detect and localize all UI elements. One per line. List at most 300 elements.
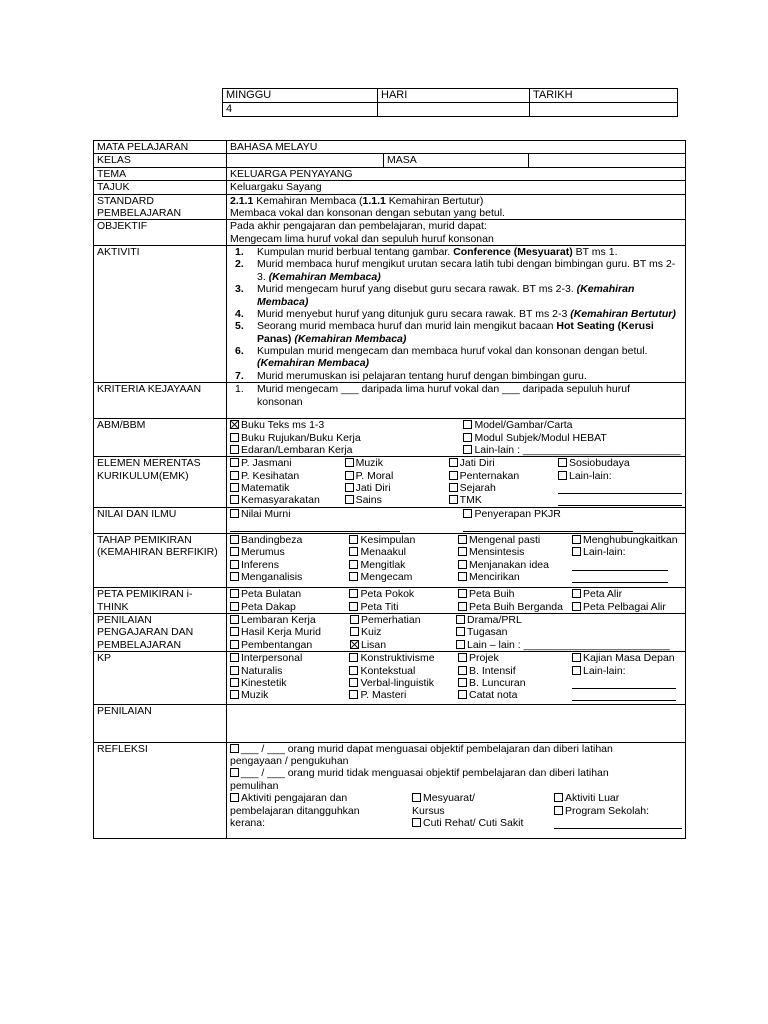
option-item[interactable] xyxy=(458,571,568,583)
option-item[interactable] xyxy=(456,639,682,651)
blank-line[interactable] xyxy=(572,689,682,701)
option-label: Konstruktivisme xyxy=(360,652,435,665)
option-item[interactable] xyxy=(230,677,345,689)
list-item xyxy=(235,370,682,382)
refleksi-text: pemulihan xyxy=(230,779,279,792)
option-item[interactable] xyxy=(449,470,554,482)
option-label: Interpersonal xyxy=(241,652,303,665)
item-skill: (Kemahiran Membaca) xyxy=(257,283,635,308)
option-item[interactable] xyxy=(458,534,568,546)
option-item[interactable] xyxy=(230,665,345,677)
item-skill: (Kemahiran Bertutur) xyxy=(570,307,676,320)
option-item[interactable] xyxy=(230,614,346,626)
option-label: Pemerhatian xyxy=(361,614,421,626)
checkbox-icon[interactable] xyxy=(230,509,239,518)
checkbox-icon[interactable] xyxy=(349,560,358,569)
option-item[interactable] xyxy=(350,639,452,651)
option-item[interactable] xyxy=(458,677,568,689)
standard-text-2: Kemahiran Bertutur) xyxy=(385,194,484,207)
penilaian-value[interactable] xyxy=(227,704,686,742)
checkbox-icon[interactable] xyxy=(349,535,358,544)
checkbox-icon[interactable] xyxy=(572,653,581,662)
option-item[interactable] xyxy=(349,559,454,571)
standard-line-2: Membaca vokal dan konsonan dengan sebutan yang betul. xyxy=(230,206,505,219)
option-label: Kuiz xyxy=(361,626,382,639)
checkbox-icon[interactable] xyxy=(230,768,239,777)
option-item[interactable] xyxy=(558,457,682,469)
option-item[interactable] xyxy=(230,559,345,571)
checkbox-icon[interactable] xyxy=(349,653,358,662)
option-label: Lain-lain: xyxy=(569,469,612,482)
item-text: Murid membaca huruf mengikut urutan secara latih tubi dengan bimbingan guru. BT ms 2-3. xyxy=(257,258,676,283)
checkbox-icon[interactable] xyxy=(558,458,567,467)
checkbox-icon[interactable] xyxy=(572,602,581,611)
abm-option-label: Edaran/Lembaran Kerja xyxy=(241,443,353,456)
kelas-value[interactable] xyxy=(227,154,384,167)
checkbox-icon[interactable] xyxy=(230,615,239,624)
option-label: Lembaran Kerja xyxy=(241,614,316,626)
checkbox-icon[interactable] xyxy=(449,495,458,504)
abm-option[interactable] xyxy=(230,419,459,431)
option-item[interactable] xyxy=(572,546,682,558)
option-label: Peta Titi xyxy=(360,600,399,613)
item-number: 4. xyxy=(235,307,244,320)
option-label: Menaakul xyxy=(360,546,407,559)
abm-option[interactable] xyxy=(463,419,682,431)
checkbox-icon[interactable] xyxy=(230,535,239,544)
option-label: Menghubungkaitkan xyxy=(582,533,678,546)
checkbox-icon[interactable] xyxy=(572,547,581,556)
item-skill: (Kemahiran Membaca) xyxy=(268,270,381,283)
checkbox-icon[interactable] xyxy=(345,458,354,467)
checkbox-icon[interactable] xyxy=(345,471,354,480)
list-item xyxy=(235,258,682,283)
write-in-line[interactable] xyxy=(558,482,682,494)
minggu-label: MINGGU xyxy=(223,89,378,103)
checkbox-icon[interactable] xyxy=(572,666,581,675)
option-item[interactable] xyxy=(349,546,454,558)
option-item[interactable] xyxy=(350,614,452,626)
item-number: 6. xyxy=(235,345,244,357)
kp-value xyxy=(227,652,686,705)
refleksi-postponed[interactable] xyxy=(230,792,408,829)
option-item[interactable] xyxy=(458,546,568,558)
option-label: Naturalis xyxy=(241,664,283,677)
blank-line[interactable] xyxy=(558,482,682,494)
checkbox-icon[interactable] xyxy=(463,445,472,454)
abm-option[interactable] xyxy=(230,432,459,444)
option-label: Sosiobudaya xyxy=(569,457,630,470)
checkbox-icon[interactable] xyxy=(349,589,358,598)
option-item[interactable] xyxy=(345,470,445,482)
option-label: Verbal-linguistik xyxy=(360,676,435,689)
item-skill: (Kemahiran Membaca) xyxy=(291,332,407,345)
option-item[interactable] xyxy=(572,534,682,546)
refleksi-meeting[interactable] xyxy=(412,792,550,829)
option-item[interactable] xyxy=(349,534,454,546)
option-item[interactable] xyxy=(572,588,682,600)
checkbox-icon[interactable] xyxy=(458,678,467,687)
item-text: Murid merumuskan isi pelajaran tentang huruf dengan bimbingan guru. xyxy=(257,369,587,382)
checkbox-icon[interactable] xyxy=(230,560,239,569)
checkbox-icon[interactable] xyxy=(230,589,239,598)
abm-option-label: Model/Gambar/Carta xyxy=(474,419,573,432)
checkbox-icon[interactable] xyxy=(230,445,239,454)
option-label: Lain-lain: xyxy=(582,664,626,677)
program-sekolah-line[interactable] xyxy=(554,817,682,829)
checkbox-icon[interactable] xyxy=(456,627,465,636)
option-item[interactable] xyxy=(345,494,445,506)
abm-option[interactable] xyxy=(463,432,682,444)
checkbox-icon[interactable] xyxy=(230,744,239,753)
option-label: Menganalisis xyxy=(241,570,303,583)
checkbox-icon[interactable] xyxy=(458,666,467,675)
option-item[interactable] xyxy=(230,588,345,600)
aktiviti-label: AKTIVITI xyxy=(94,246,227,383)
option-label: Jati Diri xyxy=(355,482,391,494)
option-item[interactable] xyxy=(349,677,454,689)
standard-text-1: Kemahiran Membaca ( xyxy=(253,194,363,207)
checkbox-icon[interactable] xyxy=(230,627,239,636)
option-label: Peta Pelbagai Alir xyxy=(582,600,666,613)
abm-option-label: Lain-lain : ___________________________ xyxy=(474,443,681,456)
kriteria-text-1: Murid mengecam ___ daripada lima huruf vokal dan ___ daripada sepuluh huruf xyxy=(257,383,630,396)
blank-line[interactable] xyxy=(572,571,682,583)
option-item[interactable] xyxy=(349,601,454,613)
checkbox-icon[interactable] xyxy=(449,471,458,480)
minggu-value[interactable]: 4 xyxy=(223,103,378,117)
option-label: Lisan xyxy=(361,638,387,651)
checkbox-icon[interactable] xyxy=(349,690,358,699)
option-item[interactable] xyxy=(449,457,554,469)
checkbox-icon[interactable] xyxy=(456,615,465,624)
refleksi-option-label: kerana: xyxy=(230,816,266,829)
hari-value[interactable] xyxy=(378,103,530,117)
option-label: B. Luncuran xyxy=(468,676,526,689)
checkbox-icon[interactable] xyxy=(349,547,358,556)
checkbox-icon[interactable] xyxy=(230,602,239,611)
week-day-date-table xyxy=(222,88,678,117)
item-text: Seorang murid membaca huruf dan murid lain mengikut bacaan xyxy=(257,320,557,333)
peta-label: PETA PEMIKIRAN i-THINK xyxy=(94,588,227,614)
write-in-line[interactable] xyxy=(572,571,668,583)
checkbox-icon[interactable] xyxy=(458,602,467,611)
option-item[interactable] xyxy=(349,571,454,583)
checkbox-icon[interactable] xyxy=(345,495,354,504)
tema-label: TEMA xyxy=(94,167,227,180)
masa-label: MASA xyxy=(384,154,529,167)
checkbox-icon[interactable] xyxy=(412,818,421,827)
option-item[interactable] xyxy=(449,494,554,506)
checkbox-icon[interactable] xyxy=(456,640,465,649)
option-label: Muzik xyxy=(241,689,269,702)
item-text-2: BT ms 1. xyxy=(572,246,618,258)
write-in-line[interactable] xyxy=(572,677,676,689)
checkbox-icon[interactable] xyxy=(230,690,239,699)
list-item xyxy=(235,345,682,370)
checkbox-icon[interactable] xyxy=(230,433,239,442)
checkbox-icon[interactable] xyxy=(230,678,239,687)
abm-option[interactable] xyxy=(463,444,682,456)
option-item[interactable] xyxy=(458,689,568,701)
list-item xyxy=(235,246,682,258)
refleksi-option-label: Mesyuarat/ xyxy=(423,792,475,805)
option-label: Pembentangan xyxy=(241,638,313,651)
objektif-line-2: Mengecam lima huruf vokal dan sepuluh huruf konsonan xyxy=(230,232,494,245)
option-item[interactable] xyxy=(449,482,554,494)
refleksi-text: pengayaan / pengukuhan xyxy=(230,755,349,767)
tajuk-value[interactable]: Keluargaku Sayang xyxy=(227,181,686,194)
standard-label: STANDARD PEMBELAJARAN xyxy=(94,194,227,220)
blank-line[interactable] xyxy=(572,677,682,689)
option-item[interactable] xyxy=(349,665,454,677)
option-label: Projek xyxy=(468,652,499,665)
checkbox-icon[interactable] xyxy=(230,495,239,504)
option-item[interactable] xyxy=(458,665,568,677)
kriteria-number: 1. xyxy=(235,383,244,396)
emk-value xyxy=(227,457,686,508)
kriteria-text-2: konsonan xyxy=(257,395,303,408)
checkbox-icon[interactable] xyxy=(449,458,458,467)
checkbox-icon[interactable] xyxy=(349,602,358,611)
checkbox-icon[interactable] xyxy=(230,458,239,467)
checkbox-icon[interactable] xyxy=(558,471,567,480)
write-in-line[interactable] xyxy=(558,494,682,506)
option-label: Peta Pokok xyxy=(360,588,415,601)
checkbox-icon[interactable] xyxy=(230,471,239,480)
item-number: 7. xyxy=(235,369,244,382)
write-in-line[interactable] xyxy=(572,689,676,701)
standard-code-1: 2.1.1 xyxy=(230,194,254,207)
option-item[interactable] xyxy=(230,482,341,494)
checkbox-icon[interactable] xyxy=(230,547,239,556)
tahap-options xyxy=(230,534,682,584)
checkbox-icon[interactable] xyxy=(572,589,581,598)
option-label: Bandingbeza xyxy=(241,533,303,546)
option-item[interactable] xyxy=(230,639,346,651)
nilai-line[interactable] xyxy=(230,520,400,532)
option-item[interactable] xyxy=(230,689,345,701)
option-item[interactable] xyxy=(349,652,454,664)
nilai-option[interactable] xyxy=(230,508,459,520)
refleksi-option-label: Program Sekolah: xyxy=(565,804,650,817)
checkbox-icon[interactable] xyxy=(458,547,467,556)
option-item[interactable] xyxy=(230,546,345,558)
checkbox-icon[interactable] xyxy=(230,572,239,581)
checked-box-icon[interactable] xyxy=(350,640,359,649)
tahap-value xyxy=(227,533,686,588)
objektif-label: OBJEKTIF xyxy=(94,220,227,246)
checkbox-icon[interactable] xyxy=(350,627,359,636)
option-label: Sains xyxy=(355,494,382,507)
option-label: Catat nota xyxy=(468,689,518,702)
tema-value[interactable]: KELUARGA PENYAYANG xyxy=(227,167,686,180)
item-text: Kumpulan murid mengecam dan membaca huruf vokal dan konsonan dengan betul. xyxy=(257,345,648,357)
mata-pelajaran-value[interactable]: BAHASA MELAYU xyxy=(227,141,686,154)
option-item[interactable] xyxy=(345,482,445,494)
checkbox-icon[interactable] xyxy=(349,666,358,675)
checkbox-icon[interactable] xyxy=(572,535,581,544)
lesson-plan-table xyxy=(93,140,686,839)
item-number: 1. xyxy=(235,246,244,258)
kriteria-label: KRITERIA KEJAYAAN xyxy=(94,383,227,419)
option-item[interactable] xyxy=(345,457,445,469)
option-item[interactable] xyxy=(349,588,454,600)
nilai-option[interactable] xyxy=(463,508,682,520)
checkbox-icon[interactable] xyxy=(458,653,467,662)
checkbox-icon[interactable] xyxy=(230,653,239,662)
checkbox-icon[interactable] xyxy=(458,572,467,581)
checkbox-icon[interactable] xyxy=(230,793,239,802)
checkbox-icon[interactable] xyxy=(554,793,563,802)
checkbox-icon[interactable] xyxy=(463,433,472,442)
option-label: Mengenal pasti xyxy=(468,533,541,546)
objektif-value[interactable] xyxy=(227,220,686,246)
refleksi-text: ___ / ___ orang murid tidak menguasai objektif pembelajaran dan diberi latihan xyxy=(241,767,609,780)
refleksi-line-2[interactable] xyxy=(230,767,682,779)
option-label: Peta Bulatan xyxy=(241,588,302,601)
option-label: P. Moral xyxy=(355,469,394,482)
option-label: TMK xyxy=(459,494,482,507)
option-label: P. Jasmani xyxy=(241,457,292,470)
tajuk-label: TAJUK xyxy=(94,181,227,194)
refleksi-option-label: Aktiviti Luar xyxy=(565,792,620,805)
refleksi-option-label: Cuti Rehat/ Cuti Sakit xyxy=(423,816,524,829)
nilai-value xyxy=(227,507,686,533)
checkbox-icon[interactable] xyxy=(350,615,359,624)
option-item[interactable] xyxy=(230,601,345,613)
option-label: B. Intensif xyxy=(468,664,516,677)
option-item[interactable] xyxy=(572,665,682,677)
option-label: Hasil Kerja Murid xyxy=(241,626,321,639)
checkbox-icon[interactable] xyxy=(458,690,467,699)
option-label: Mensintesis xyxy=(468,546,525,559)
option-item[interactable] xyxy=(230,534,345,546)
hari-label: HARI xyxy=(378,89,530,103)
item-number: 5. xyxy=(235,320,244,333)
option-label: Sejarah xyxy=(459,482,496,494)
checkbox-icon[interactable] xyxy=(349,678,358,687)
option-label: P. Masteri xyxy=(360,689,407,702)
checkbox-icon[interactable] xyxy=(230,640,239,649)
checkbox-icon[interactable] xyxy=(463,509,472,518)
option-item[interactable] xyxy=(350,626,452,638)
option-label: Peta Dakap xyxy=(241,600,296,613)
option-item[interactable] xyxy=(230,571,345,583)
abm-option[interactable] xyxy=(230,444,459,456)
kelas-label: KELAS xyxy=(94,154,227,167)
option-item[interactable] xyxy=(572,601,682,613)
checkbox-icon[interactable] xyxy=(554,806,563,815)
standard-code-2: 1.1.1 xyxy=(362,194,386,207)
standard-value[interactable] xyxy=(227,194,686,220)
option-label: Peta Buih Berganda xyxy=(468,600,563,613)
checkbox-icon[interactable] xyxy=(349,572,358,581)
option-label: P. Kesihatan xyxy=(241,469,300,482)
item-text: Murid menyebut huruf yang ditunjuk guru secara rawak. BT ms 2-3 xyxy=(257,307,571,320)
checkbox-icon[interactable] xyxy=(230,483,239,492)
nilai-option-label: Nilai Murni xyxy=(241,507,291,520)
option-label: Drama/PRL xyxy=(467,614,522,626)
refleksi-option-label: Aktiviti pengajaran dan xyxy=(241,792,348,805)
refleksi-value xyxy=(227,742,686,838)
list-item xyxy=(235,308,682,320)
option-label: Kajian Masa Depan xyxy=(582,652,675,665)
refleksi-text: ___ / ___ orang murid dapat menguasai objektif pembelajaran dan diberi latihan xyxy=(241,742,613,755)
option-item[interactable] xyxy=(558,470,682,482)
checkbox-icon[interactable] xyxy=(458,589,467,598)
tahap-label: TAHAP PEMIKIRAN (KEMAHIRAN BERFIKIR) xyxy=(94,533,227,588)
abm-label: ABM/BBM xyxy=(94,419,227,457)
option-item[interactable] xyxy=(458,652,568,664)
refleksi-line-1[interactable] xyxy=(230,743,682,755)
tarikh-value[interactable] xyxy=(530,103,678,117)
checkbox-icon[interactable] xyxy=(463,420,472,429)
item-bold: Conference (Mesyuarat) xyxy=(453,246,573,258)
write-in-line[interactable] xyxy=(572,559,668,571)
option-item[interactable] xyxy=(572,652,682,664)
option-label: Jati Diri xyxy=(459,457,495,470)
nilai-option-label: Penyerapan PKJR xyxy=(474,507,561,520)
option-item[interactable] xyxy=(230,626,346,638)
item-skill: (Kemahiran Membaca) xyxy=(257,357,370,370)
nilai-line[interactable] xyxy=(463,520,633,532)
peta-value xyxy=(227,588,686,614)
checkbox-icon[interactable] xyxy=(230,666,239,675)
checkbox-icon[interactable] xyxy=(449,483,458,492)
option-item[interactable] xyxy=(230,470,341,482)
checked-box-icon[interactable] xyxy=(230,420,239,429)
option-item[interactable] xyxy=(458,559,568,571)
checkbox-icon[interactable] xyxy=(412,793,421,802)
refleksi-option-label: pembelajaran ditangguhkan xyxy=(230,804,360,817)
option-item[interactable] xyxy=(458,588,568,600)
item-text: Murid mengecam huruf yang disebut guru secara rawak. BT ms 2-3. xyxy=(257,283,577,296)
option-label: Peta Buih xyxy=(468,588,515,601)
option-item[interactable] xyxy=(456,626,682,638)
masa-value[interactable] xyxy=(529,154,686,167)
option-label: Lain-lain: xyxy=(582,546,626,559)
option-item[interactable] xyxy=(230,494,341,506)
penilaian-pp-label: PENILAIAN PENGAJARAN DAN PEMBELAJARAN xyxy=(94,614,227,652)
option-item[interactable] xyxy=(230,457,341,469)
option-label: Merumus xyxy=(241,546,285,559)
aktiviti-value[interactable] xyxy=(227,246,686,383)
checkbox-icon[interactable] xyxy=(458,535,467,544)
emk-options xyxy=(230,457,682,507)
option-label: Matematik xyxy=(241,482,290,494)
peta-options xyxy=(230,588,682,613)
option-label: Lain – lain : _________________________ xyxy=(467,638,670,651)
blank-line[interactable] xyxy=(572,559,682,571)
option-label: Inferens xyxy=(241,558,279,571)
option-item[interactable] xyxy=(456,614,682,626)
option-item[interactable] xyxy=(230,652,345,664)
checkbox-icon[interactable] xyxy=(345,483,354,492)
option-label: Mengitlak xyxy=(360,558,406,571)
kriteria-value[interactable] xyxy=(227,383,686,419)
option-item[interactable] xyxy=(349,689,454,701)
blank-line[interactable] xyxy=(558,494,682,506)
option-item[interactable] xyxy=(458,601,568,613)
checkbox-icon[interactable] xyxy=(458,560,467,569)
abm-option-label: Buku Teks ms 1-3 xyxy=(241,419,325,432)
option-label: Muzik xyxy=(355,457,384,470)
refleksi-other[interactable] xyxy=(554,792,682,829)
kp-label: KP xyxy=(94,652,227,705)
option-label: Mencirikan xyxy=(468,570,520,583)
item-text: Kumpulan murid berbual tentang gambar. xyxy=(257,246,454,258)
